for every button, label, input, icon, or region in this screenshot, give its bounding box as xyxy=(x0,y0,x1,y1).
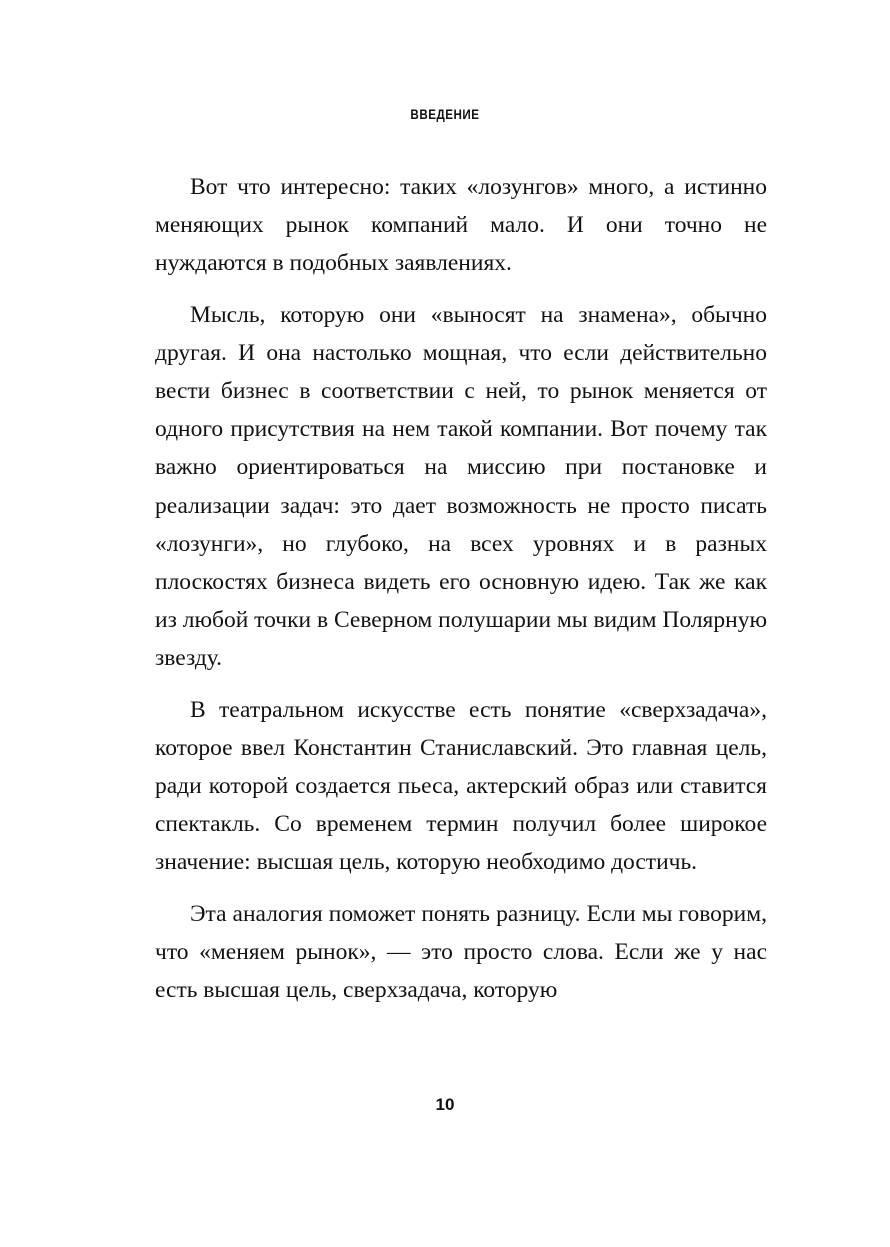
paragraph: Мысль, которую они «выносят на знамена», обычно другая. И она настолько мощная, что если действительно вести бизнес в соответствии с ней, то рынок меняется от одного присутствия на нем такой компании. Вот почему так важно ориентироваться на миссию при постановке и реализации задач: это дает возможность не просто писать «лозунги», но глубоко, на всех уровнях и в разных плоскостях бизнеса видеть его основную идею. Так же как из любой точки в Северном полушарии мы видим Полярную звезду. xyxy=(155,301,767,672)
paragraph: В театральном искусстве есть понятие «сверхзадача», которое ввел Константин Станиславский. Это главная цель, ради которой создается пьеса, актерский образ или ставится спектакль. Со временем термин получил более широкое значение: высшая цель, которую необходимо достичь. xyxy=(155,696,767,876)
running-head: ВВЕДЕНИЕ xyxy=(410,107,480,122)
paragraph: Эта аналогия поможет понять разницу. Если мы говорим, что «меняем рынок», — это просто слова. Если же у нас есть высшая цель, сверхзадача, которую xyxy=(155,900,767,1004)
body-text-block xyxy=(155,168,767,1009)
page-number: 10 xyxy=(435,1095,455,1114)
paragraph: Вот что интересно: таких «лозунгов» много, а истинно меняющих рынок компаний мало. И они точно не нуждаются в подобных заявлениях. xyxy=(155,174,767,277)
